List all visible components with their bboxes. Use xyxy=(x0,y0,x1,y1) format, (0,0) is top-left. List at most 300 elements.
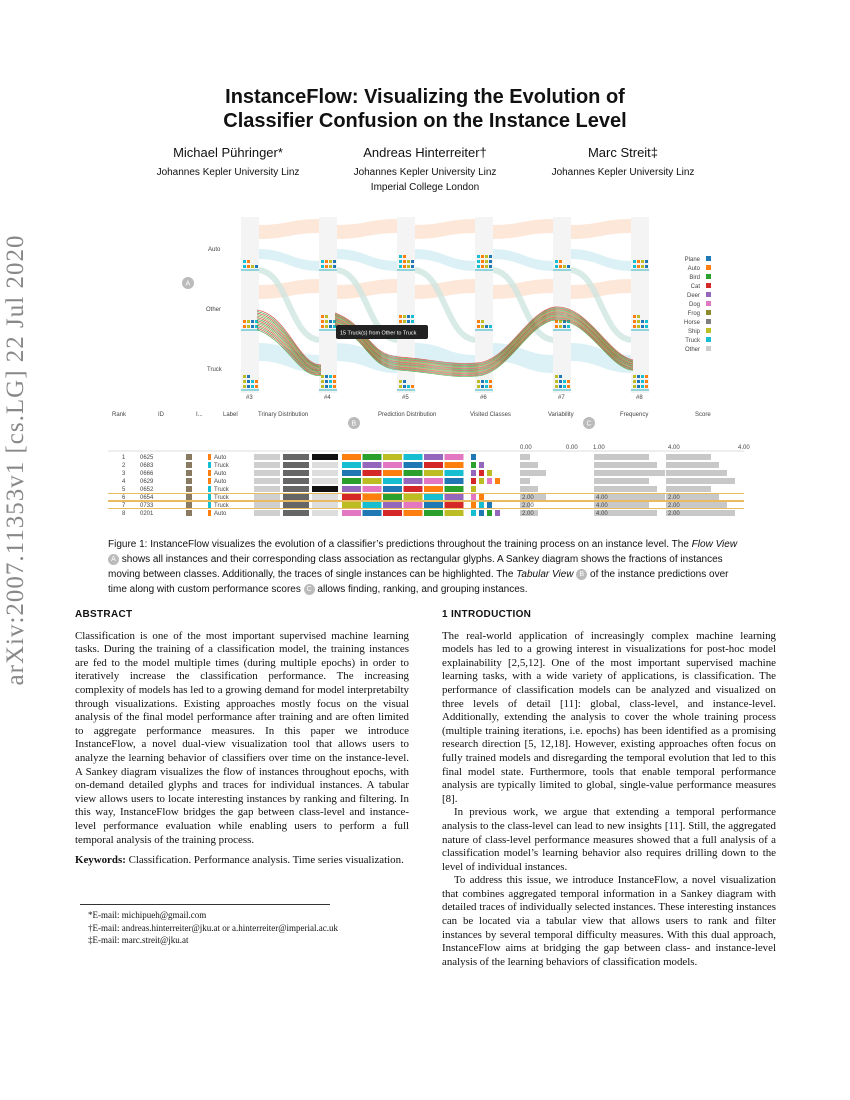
legend-swatch xyxy=(706,310,711,315)
instance-glyph xyxy=(325,325,328,328)
instance-glyph xyxy=(325,260,328,263)
keywords-text: Classification. Performance analysis. Time series visualization. xyxy=(128,854,404,867)
instance-glyph xyxy=(563,265,566,268)
instance-glyph xyxy=(247,325,250,328)
prediction-cell xyxy=(404,462,423,468)
frequency-bar xyxy=(594,478,649,484)
instance-glyph xyxy=(321,315,324,318)
class-bar xyxy=(397,389,415,391)
instance-glyph xyxy=(559,265,562,268)
table-rank: 4 xyxy=(122,479,126,485)
class-bar xyxy=(475,269,493,271)
prediction-cell xyxy=(424,510,443,516)
instance-glyph xyxy=(407,320,410,323)
instance-glyph xyxy=(633,265,636,268)
trinary-cell xyxy=(254,494,280,500)
trinary-cell xyxy=(312,486,338,492)
table-thumbnail xyxy=(186,478,192,484)
instance-glyph xyxy=(633,385,636,388)
instance-glyph xyxy=(333,375,336,378)
caption-part-1: Figure 1: InstanceFlow visualizes the evolution of a classifier’s predictions throughout the training process on an instance level. The xyxy=(108,539,689,550)
trinary-cell xyxy=(254,478,280,484)
table-label: Auto xyxy=(214,455,227,461)
table-thumbnail xyxy=(186,454,192,460)
caption-part-2: shows all instances and their corresponding class association as rectangular glyphs. A Sankey diagram shows the fractions of instances moving between classes. Additionally, the traces of single instances can be highlighted. The xyxy=(108,554,723,580)
author-affiliation: Johannes Kepler University Linz xyxy=(353,167,497,178)
instance-glyph xyxy=(633,320,636,323)
visited-class-cell xyxy=(487,502,492,508)
table-header: Variability xyxy=(548,412,574,418)
axis-tick: 0.00 xyxy=(566,445,578,451)
caption-tabular-view: Tabular View xyxy=(516,569,574,580)
instance-glyph xyxy=(411,385,414,388)
instance-glyph xyxy=(637,315,640,318)
instance-glyph xyxy=(567,265,570,268)
visited-class-cell xyxy=(487,478,492,484)
author-affiliation: Johannes Kepler University Linz xyxy=(551,167,695,178)
footnote-2: †E-mail: andreas.hinterreiter@jku.at or a.hinterreiter@imperial.ac.uk xyxy=(88,922,338,933)
table-rank: 1 xyxy=(122,455,126,461)
prediction-cell xyxy=(404,486,423,492)
prediction-cell xyxy=(424,454,443,460)
instance-glyph xyxy=(333,385,336,388)
prediction-cell xyxy=(445,454,464,460)
class-bar xyxy=(319,389,337,391)
table-id: 0666 xyxy=(140,471,154,477)
table-id: 0654 xyxy=(140,495,154,501)
prediction-cell xyxy=(383,478,402,484)
instance-glyph xyxy=(251,325,254,328)
prediction-cell xyxy=(363,470,382,476)
prediction-cell xyxy=(363,494,382,500)
class-bar xyxy=(475,389,493,391)
table-header: ID xyxy=(158,412,164,418)
instance-glyph xyxy=(645,265,648,268)
prediction-cell xyxy=(404,454,423,460)
visited-class-cell xyxy=(479,510,484,516)
table-header: Trinary Distribution xyxy=(258,412,309,418)
legend-label: Auto xyxy=(687,266,700,272)
trinary-cell xyxy=(254,462,280,468)
legend-swatch xyxy=(706,337,711,342)
prediction-cell xyxy=(424,462,443,468)
variability-bar xyxy=(520,454,530,460)
instance-glyph xyxy=(641,375,644,378)
footnote-rule xyxy=(80,904,330,905)
prediction-cell xyxy=(363,502,382,508)
table-label: Truck xyxy=(214,495,229,501)
table-label: Auto xyxy=(214,471,227,477)
instance-glyph xyxy=(645,385,648,388)
instance-glyph xyxy=(481,380,484,383)
author-3 xyxy=(503,145,743,180)
instance-glyph xyxy=(637,325,640,328)
instance-glyph xyxy=(333,260,336,263)
table-rank: 5 xyxy=(122,487,126,493)
instance-glyph xyxy=(645,375,648,378)
instance-glyph xyxy=(329,375,332,378)
instance-glyph xyxy=(247,380,250,383)
instance-glyph xyxy=(411,265,414,268)
prediction-cell xyxy=(445,478,464,484)
instance-glyph xyxy=(485,260,488,263)
prediction-cell xyxy=(342,478,361,484)
prediction-cell xyxy=(383,462,402,468)
instance-glyph xyxy=(559,375,562,378)
trinary-cell xyxy=(283,462,309,468)
axis-tick: 1.00 xyxy=(593,445,605,451)
instance-glyph xyxy=(321,380,324,383)
epoch-label: #5 xyxy=(402,395,409,401)
prediction-cell xyxy=(424,494,443,500)
epoch-column xyxy=(553,217,571,393)
instance-glyph xyxy=(477,385,480,388)
instance-glyph xyxy=(247,260,250,263)
table-thumbnail xyxy=(186,502,192,508)
instance-glyph xyxy=(243,385,246,388)
legend-label: Deer xyxy=(686,293,700,299)
prediction-cell xyxy=(404,510,423,516)
axis-tick: 4.00 xyxy=(738,445,750,451)
instance-glyph xyxy=(325,315,328,318)
instance-glyph xyxy=(321,260,324,263)
visited-class-cell xyxy=(487,510,492,516)
label-swatch xyxy=(208,470,211,476)
instance-glyph xyxy=(243,380,246,383)
caption-part-3: of the instance predictions over time along with custom performance scores xyxy=(108,569,729,595)
instance-glyph xyxy=(243,320,246,323)
class-bar xyxy=(319,329,337,331)
instance-glyph xyxy=(555,265,558,268)
label-swatch xyxy=(208,486,211,492)
trinary-cell xyxy=(283,454,309,460)
instance-glyph xyxy=(645,320,648,323)
instance-glyph xyxy=(255,380,258,383)
prediction-cell xyxy=(383,486,402,492)
figure-instanceflow xyxy=(108,215,750,527)
instance-glyph xyxy=(637,260,640,263)
trinary-cell xyxy=(312,494,338,500)
trinary-cell xyxy=(283,494,309,500)
instance-glyph xyxy=(403,255,406,258)
instance-glyph xyxy=(411,260,414,263)
variability-bar xyxy=(520,486,538,492)
instance-glyph xyxy=(633,315,636,318)
frequency-bar xyxy=(594,470,665,476)
caption-flow-view: Flow View xyxy=(691,539,738,550)
caption-marker-c: C xyxy=(304,584,315,595)
prediction-cell xyxy=(445,502,464,508)
legend-label: Dog xyxy=(688,302,700,308)
instance-glyph xyxy=(637,320,640,323)
legend-label: Cat xyxy=(690,284,700,290)
instance-glyph xyxy=(555,385,558,388)
intro-paragraph-3: To address this issue, we introduce InstanceFlow, a novel visualization that combines aggregated temporal information in a Sankey diagram with detailed traces of individually selected instances. These interesting instances can be located via a tabular view that allows users to rank and filter instances by several temporal difficulty measures. With this dual approach, InstanceFlow aims at bridging the gap between class- and instance-level analysis of the learning behaviors of classification models. xyxy=(442,874,776,968)
instance-glyph xyxy=(559,325,562,328)
instance-glyph xyxy=(481,265,484,268)
variability-value: 2.00 xyxy=(522,495,534,501)
table-thumbnail xyxy=(186,470,192,476)
figure-caption xyxy=(108,537,744,597)
prediction-cell xyxy=(342,462,361,468)
visited-class-cell xyxy=(471,510,476,516)
introduction-column xyxy=(442,608,776,969)
prediction-cell xyxy=(342,510,361,516)
table-id: 0629 xyxy=(140,479,154,485)
epoch-column xyxy=(241,217,259,393)
instance-glyph xyxy=(407,260,410,263)
visited-class-cell xyxy=(495,510,500,516)
trinary-cell xyxy=(254,454,280,460)
instance-glyph xyxy=(481,385,484,388)
instance-glyph xyxy=(555,375,558,378)
prediction-cell xyxy=(363,510,382,516)
instance-glyph xyxy=(567,380,570,383)
instance-glyph xyxy=(403,315,406,318)
abstract-heading: ABSTRACT xyxy=(75,609,133,620)
prediction-cell xyxy=(342,494,361,500)
instance-glyph xyxy=(407,385,410,388)
prediction-cell xyxy=(383,454,402,460)
instance-glyph xyxy=(243,265,246,268)
legend-label: Ship xyxy=(687,329,700,335)
instance-glyph xyxy=(641,380,644,383)
instance-glyph xyxy=(477,260,480,263)
footnotes xyxy=(88,909,418,947)
epoch-label: #7 xyxy=(558,395,565,401)
table-rank: 7 xyxy=(122,503,126,509)
instance-glyph xyxy=(329,260,332,263)
prediction-cell xyxy=(363,454,382,460)
abstract-body: Classification is one of the most important supervised machine learning tasks. During the training of a classification model, the training instances are fed to the model multiple times (during multiple epochs) in order to iteratively increase the classification performance. The increasing complexity of models has led to a growing demand for model interpretabilty through visualizations. Existing approaches mostly focus on the visual analysis of the final model performance after training and are often limited to aggregate performance measures. In this paper we introduce InstanceFlow, a novel dual-view visualization tool that allows users to analyze the learning behavior of classifiers over time on the instance-level. A Sankey diagram visualizes the flow of instances throughout epochs, with on-demand detailed glyphs and traces for individual instances. A tabular view allows users to locate interesting instances by ranking and filtering. In this way, InstanceFlow bridges the gap between class-level and instance-level performance evaluation while enabling users to perform a full temporal analysis of the training process. xyxy=(75,629,409,846)
marker-a: A xyxy=(185,280,191,288)
visited-class-cell xyxy=(471,454,476,460)
axis-tick: 4.00 xyxy=(668,445,680,451)
prediction-cell xyxy=(404,494,423,500)
axis-tick: 0.00 xyxy=(520,445,532,451)
instance-glyph xyxy=(399,265,402,268)
instance-glyph xyxy=(403,385,406,388)
instance-glyph xyxy=(247,265,250,268)
trinary-cell xyxy=(283,486,309,492)
variability-value: 2.00 xyxy=(522,511,534,517)
visited-class-cell xyxy=(471,478,476,484)
instance-glyph xyxy=(559,260,562,263)
instance-glyph xyxy=(407,265,410,268)
label-swatch xyxy=(208,454,211,460)
prediction-cell xyxy=(424,502,443,508)
instance-glyph xyxy=(485,385,488,388)
instance-glyph xyxy=(645,380,648,383)
instance-glyph xyxy=(411,315,414,318)
table-headers xyxy=(112,412,711,418)
table-header: Frequency xyxy=(620,412,649,418)
instance-glyph xyxy=(325,320,328,323)
author-name: Michael Pühringer* xyxy=(173,145,283,160)
trinary-cell xyxy=(254,470,280,476)
prediction-cell xyxy=(342,454,361,460)
prediction-cell xyxy=(424,478,443,484)
instance-glyph xyxy=(411,320,414,323)
instance-glyph xyxy=(325,375,328,378)
table-thumbnail xyxy=(186,462,192,468)
table-header: Prediction Distribution xyxy=(378,412,437,418)
table-rank: 2 xyxy=(122,463,126,469)
title-line-2: Classifier Confusion on the Instance Level xyxy=(223,110,627,132)
table-label: Auto xyxy=(214,479,227,485)
instance-glyph xyxy=(251,320,254,323)
visited-class-cell xyxy=(479,478,484,484)
trinary-cell xyxy=(312,502,338,508)
instance-glyph xyxy=(555,325,558,328)
instance-glyph xyxy=(641,265,644,268)
trinary-cell xyxy=(312,510,338,516)
instance-glyph xyxy=(329,265,332,268)
class-bar xyxy=(241,389,259,391)
legend-swatch xyxy=(706,319,711,324)
instance-glyph xyxy=(477,325,480,328)
instance-glyph xyxy=(567,325,570,328)
instance-glyph xyxy=(407,315,410,318)
author-name: Marc Streit‡ xyxy=(587,145,659,160)
variability-bar xyxy=(520,470,546,476)
instance-glyph xyxy=(641,385,644,388)
variability-bar xyxy=(520,462,538,468)
instance-glyph xyxy=(555,260,558,263)
score-bar xyxy=(666,454,711,460)
instance-glyph xyxy=(321,385,324,388)
epoch-column xyxy=(319,217,337,393)
class-bar xyxy=(241,269,259,271)
instance-glyph xyxy=(321,325,324,328)
frequency-value: 4.00 xyxy=(596,495,608,501)
class-bar xyxy=(241,329,259,331)
table-header: Label xyxy=(223,412,238,418)
score-bar xyxy=(666,462,719,468)
frequency-value: 4.00 xyxy=(596,511,608,517)
instance-glyph xyxy=(489,255,492,258)
instance-glyph xyxy=(247,320,250,323)
prediction-cell xyxy=(363,462,382,468)
instance-glyph xyxy=(489,325,492,328)
instance-glyph xyxy=(641,325,644,328)
label-swatch xyxy=(208,478,211,484)
prediction-cell xyxy=(445,510,464,516)
instance-glyph xyxy=(321,265,324,268)
prediction-cell xyxy=(342,486,361,492)
instance-glyph xyxy=(485,380,488,383)
caption-part-4: allows finding, ranking, and grouping instances. xyxy=(317,584,528,595)
table-rank: 6 xyxy=(122,495,126,501)
prediction-cell xyxy=(445,486,464,492)
instance-glyph xyxy=(325,380,328,383)
prediction-cell xyxy=(383,510,402,516)
instance-glyph xyxy=(329,320,332,323)
class-bar xyxy=(319,269,337,271)
instance-glyph xyxy=(333,265,336,268)
instance-glyph xyxy=(403,380,406,383)
visited-class-cell xyxy=(487,470,492,476)
prediction-cell xyxy=(445,494,464,500)
prediction-cell xyxy=(445,462,464,468)
legend-label: Other xyxy=(684,347,700,353)
author-affiliation-2: Imperial College London xyxy=(370,182,480,193)
table-id: 0625 xyxy=(140,455,154,461)
instance-glyph xyxy=(633,380,636,383)
prediction-cell xyxy=(424,486,443,492)
instance-glyph xyxy=(403,320,406,323)
class-bar xyxy=(475,329,493,331)
instance-glyph xyxy=(641,260,644,263)
instance-glyph xyxy=(399,260,402,263)
score-value: 2.00 xyxy=(668,495,680,501)
variability-bar xyxy=(520,478,530,484)
instance-glyph xyxy=(563,385,566,388)
instance-glyph xyxy=(399,385,402,388)
prediction-cell xyxy=(342,502,361,508)
legend-label: Frog xyxy=(687,311,700,317)
instance-glyph xyxy=(489,385,492,388)
instance-glyph xyxy=(399,315,402,318)
instance-glyph xyxy=(321,320,324,323)
table-id: 0201 xyxy=(140,511,154,517)
instance-glyph xyxy=(243,260,246,263)
instance-glyph xyxy=(637,380,640,383)
prediction-cell xyxy=(383,470,402,476)
score-bar xyxy=(666,478,735,484)
visited-class-cell xyxy=(479,494,484,500)
legend-swatch xyxy=(706,265,711,270)
frequency-bar xyxy=(594,454,649,460)
visited-class-cell xyxy=(471,486,476,492)
row-label-truck: Truck xyxy=(207,367,222,373)
score-bar xyxy=(666,470,727,476)
paper-title xyxy=(0,85,850,133)
table-id: 0733 xyxy=(140,503,154,509)
visited-class-cell xyxy=(471,462,476,468)
instance-glyph xyxy=(485,255,488,258)
trinary-cell xyxy=(283,510,309,516)
keywords-label: Keywords: xyxy=(75,854,126,867)
author-affiliation: Johannes Kepler University Linz xyxy=(156,167,300,178)
instance-glyph xyxy=(251,385,254,388)
introduction-heading: 1 INTRODUCTION xyxy=(442,609,532,620)
table-header: Visited Classes xyxy=(470,412,511,418)
abstract-column xyxy=(75,608,409,868)
instance-glyph xyxy=(325,385,328,388)
instance-glyph xyxy=(481,260,484,263)
instance-glyph xyxy=(485,325,488,328)
trinary-cell xyxy=(283,502,309,508)
instance-glyph xyxy=(559,380,562,383)
prediction-cell xyxy=(383,502,402,508)
tabular-view xyxy=(108,445,750,517)
table-id: 0652 xyxy=(140,487,154,493)
prediction-cell xyxy=(363,486,382,492)
instance-glyph xyxy=(555,320,558,323)
epoch-column xyxy=(631,217,649,393)
visited-class-cell xyxy=(471,470,476,476)
legend-swatch xyxy=(706,256,711,261)
score-value: 2.00 xyxy=(668,511,680,517)
instance-glyph xyxy=(403,260,406,263)
label-swatch xyxy=(208,462,211,468)
visited-class-cell xyxy=(471,494,476,500)
instance-glyph xyxy=(333,380,336,383)
instance-glyph xyxy=(481,320,484,323)
class-legend xyxy=(684,256,711,353)
instance-glyph xyxy=(255,265,258,268)
